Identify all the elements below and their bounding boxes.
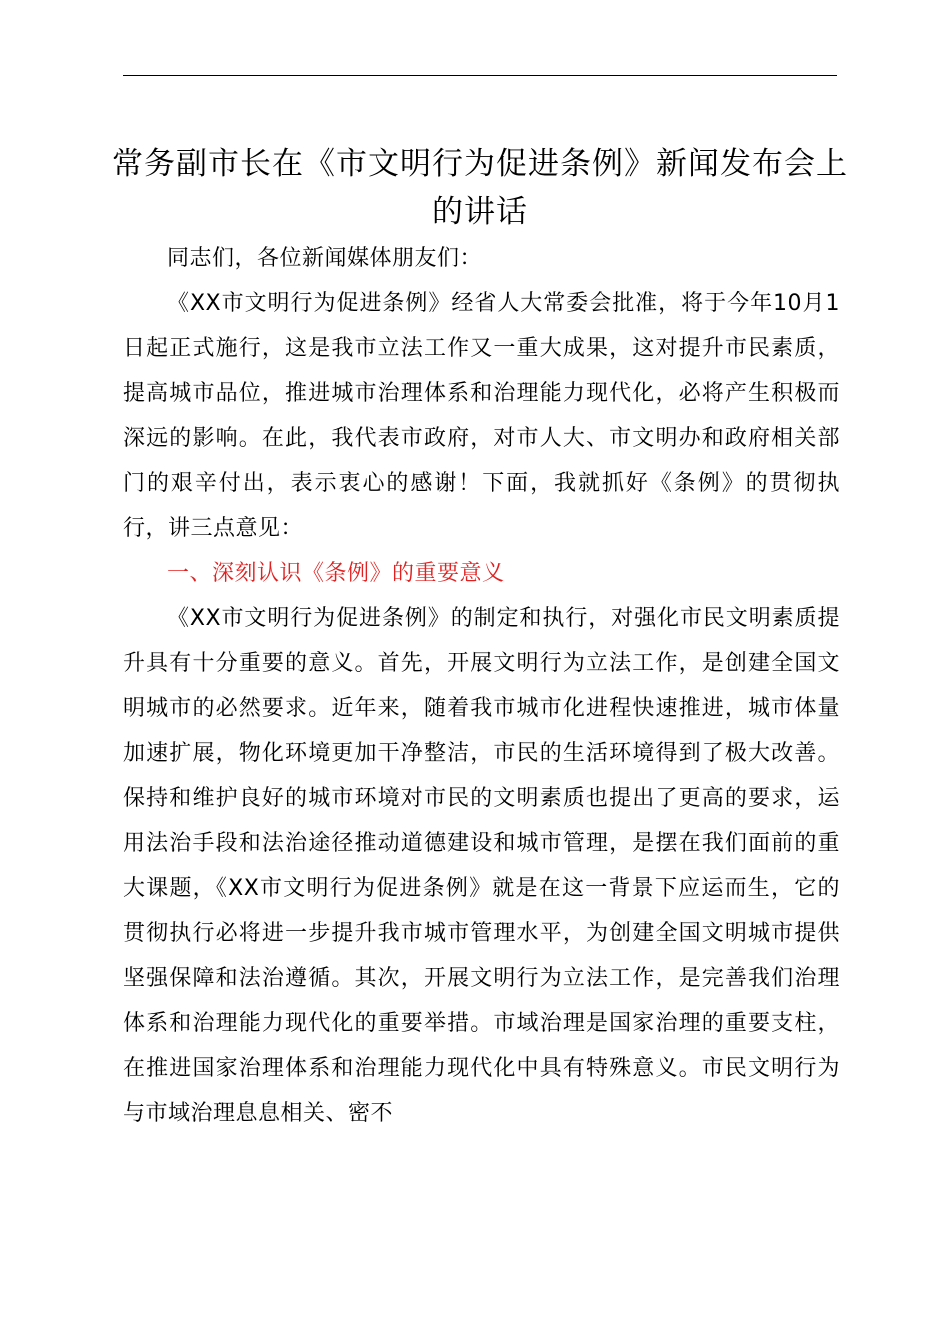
paragraph-significance: 《XX市文明行为促进条例》的制定和执行，对强化市民文明素质提升具有十分重要的意义。首先，开展文明行为立法工作，是创建全国文明城市的必然要求。近年来，随着我市城市化进程快速推进，城市体量加速扩展，物化环境更加干净整洁，市民的生活环境得到了极大改善。保持和维护良好的城市环境对市民的文明素质也提出了更高的要求，运用法治手段和法治途径推动道德建设和城市管理，是摆在我们面前的重大课题，《XX市文明行为促进条例》就是在这一背景下应运而生，它的贯彻执行必将进一步提升我市城市管理水平，为创建全国文明城市提供坚强保障和法治遵循。其次，开展文明行为立法工作，是完善我们治理体系和治理能力现代化的重要举措。市域治理是国家治理的重要支柱，在推进国家治理体系和治理能力现代化中具有特殊意义。市民文明行为与市域治理息息相关、密不 <box>123 606 840 1126</box>
salutation: 同志们，各位新闻媒体朋友们： <box>167 246 483 271</box>
document-title: 常务副市长在《市文明行为促进条例》新闻发布会上的讲话 <box>112 146 848 230</box>
paragraph-intro: 《XX市文明行为促进条例》经省人大常委会批准，将于今年10月1日起正式施行，这是我市立法工作又一重大成果，这对提升市民素质，提高城市品位，推进城市治理体系和治理能力现代化，必将产生积极而深远的影响。在此，我代表市政府，对市人大、市文明办和政府相关部门的艰辛付出，表示衷心的感谢！下面，我就抓好《条例》的贯彻执行，讲三点意见： <box>123 291 840 541</box>
header-rule <box>123 75 837 76</box>
document-body <box>123 236 840 1136</box>
section-heading-1: 一、深刻认识《条例》的重要意义 <box>167 561 505 586</box>
